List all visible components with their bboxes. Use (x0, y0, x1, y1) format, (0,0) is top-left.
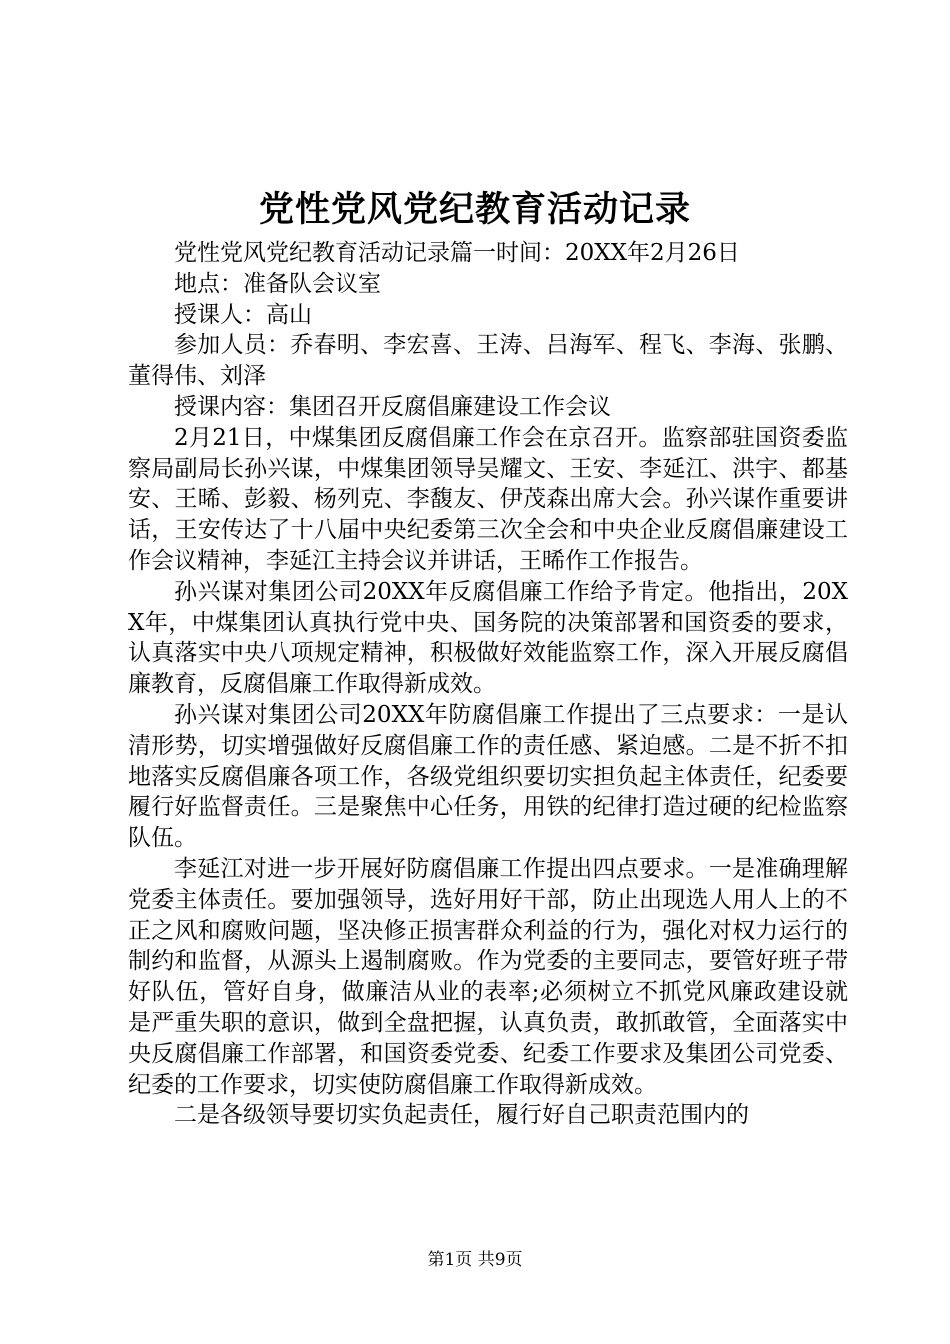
paragraph-participants: 参加人员：乔春明、李宏喜、王涛、吕海军、程飞、李海、张鹏、董得伟、刘泽 (128, 332, 848, 390)
page-number-footer: 第1页 共9页 (427, 1250, 523, 1270)
paragraph-time: 党性党风党纪教育活动记录篇一时间：20XX年2月26日 (174, 240, 740, 266)
document-body (128, 238, 848, 1131)
paragraph-meeting: 2月21日，中煤集团反腐倡廉工作会在京召开。监察部驻国资委监察局副局长孙兴谋，中煤集团领导吴耀文、王安、李延江、洪宇、都基安、王晞、彭毅、杨列克、李馥友、伊茂森出席大会。孙兴谋作重要讲话，王安传达了十八届中央纪委第三次全会和中央企业反腐倡廉建设工作会议精神，李延江主持会议并讲话，王晞作工作报告。 (128, 424, 848, 574)
paragraph-affirmation: 孙兴谋对集团公司20XX年反腐倡廉工作给予肯定。他指出，20XX年，中煤集团认真执行党中央、国务院的决策部署和国资委的要求，认真落实中央八项规定精神，积极做好效能监察工作，深入开展反腐倡廉教育，反腐倡廉工作取得新成效。 (128, 578, 848, 698)
paragraph-location: 地点：准备队会议室 (174, 270, 381, 297)
document-title: 党性党风党纪教育活动记录 (258, 189, 691, 230)
paragraph-content: 授课内容：集团召开反腐倡廉建设工作会议 (174, 393, 611, 420)
paragraph-three-requirements: 孙兴谋对集团公司20XX年防腐倡廉工作提出了三点要求：一是认清形势，切实增强做好反腐倡廉工作的责任感、紧迫感。二是不折不扣地落实反腐倡廉各项工作，各级党组织要切实担负起主体责任，纪委要履行好监督责任。三是聚焦中心任务，用铁的纪律打造过硬的纪检监察队伍。 (128, 701, 848, 852)
paragraph-four-requirements: 李延江对进一步开展好防腐倡廉工作提出四点要求。一是准确理解党委主体责任。要加强领导，选好用好干部，防止出现选人用人上的不正之风和腐败问题，坚决修正损害群众利益的行为，强化对权力运行的制约和监督，从源头上遏制腐败。作为党委的主要同志，要管好班子带好队伍，管好自身，做廉洁从业的表率;必须树立不抓党风廉政建设就是严重失职的意识，做到全盘把握，认真负责，敢抓敢管，全面落实中央反腐倡廉工作部署，和国资委党委、纪委工作要求及集团公司党委、纪委的工作要求，切实使防腐倡廉工作取得新成效。 (128, 855, 848, 1098)
paragraph-second-point: 二是各级领导要切实负起责任，履行好自己职责范围内的 (174, 1102, 749, 1129)
paragraph-lecturer: 授课人：高山 (174, 301, 312, 328)
